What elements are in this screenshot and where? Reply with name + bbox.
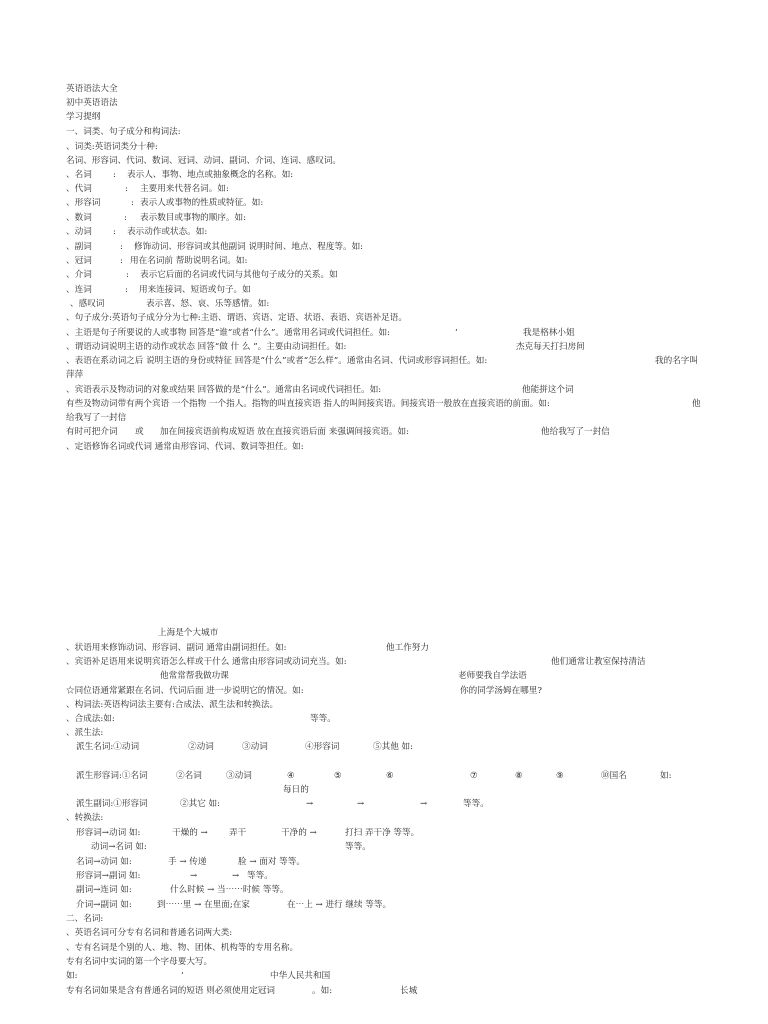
derived-adv-tail: 等等。 xyxy=(463,799,489,809)
noun-to-verb-b: 脸 → 面对 等等。 xyxy=(238,857,305,867)
numeral-colon: : xyxy=(124,213,127,223)
double-object-desc: 有些及物动词带有两个宾语 一个指物 一个指人。指物的叫直接宾语 指人的叫间接宾语。间接宾语一般放在直接宾语的前面。如: xyxy=(66,399,550,409)
example-prc: 中华人民共和国 xyxy=(270,971,331,981)
verb-colon: : xyxy=(113,227,116,237)
subject-desc: 、主语是句子所要说的人或事物 回答是“谁”或者“什么”。通常用名词或代词担任。如: xyxy=(66,328,390,338)
arrow: → xyxy=(420,799,428,809)
verb-term: 、动词 xyxy=(66,227,92,237)
derived-adj-item: 如: xyxy=(660,771,672,781)
noun-to-verb-a: 手 → 传递 xyxy=(168,857,207,867)
derived-adj-item: ⑨ xyxy=(556,771,564,781)
verb-desc: 表示动作或状态。如: xyxy=(127,227,208,237)
complement-example-c: 老师要我自学法语 xyxy=(458,671,527,681)
interjection-term: 、感叹词 xyxy=(70,299,105,309)
preposition-colon: : xyxy=(126,270,129,280)
word-classes-intro: 、词类:英语词类分十种: xyxy=(66,142,158,152)
derived-adj-item: ⑧ xyxy=(515,771,523,781)
derived-noun-item: ③动词 xyxy=(242,742,268,752)
adv-to-conj-label: 副词→连词 如: xyxy=(76,885,132,895)
predicative-example-a: 我的名字叫 xyxy=(655,356,698,366)
derived-adj-item: ②名词 xyxy=(176,771,202,781)
conjunction-desc: 用来连接词、短语或句子。如 xyxy=(139,285,251,295)
to-phrase-example: 他给我写了一封信 xyxy=(541,427,610,437)
verb-to-noun-label: 动词→名词 如: xyxy=(91,842,147,852)
to-phrase-b: 或 xyxy=(135,427,144,437)
object-example: 他能拼这个词 xyxy=(522,385,574,395)
article-colon: : xyxy=(120,256,123,266)
arrow: → xyxy=(306,799,314,809)
prep-to-adv-label: 介词→副词 如: xyxy=(76,900,132,910)
adjective-term: 、形容词 xyxy=(66,198,101,208)
predicate-example: 杰克每天打扫房间 xyxy=(516,342,585,352)
numeral-term: 、数词 xyxy=(66,213,92,223)
word-classes-list: 名词、形容词、代词、数词、冠词、动词、副词、介词、连词、感叹词。 xyxy=(66,156,342,166)
subject-example: 我是格林小姐 xyxy=(523,328,575,338)
document-title: 英语语法大全 xyxy=(66,84,118,94)
noun-types: 、英语名词可分专有名词和普通名词两大类: xyxy=(66,928,233,938)
interjection-desc: 表示喜、怒、哀、乐等感情。如: xyxy=(146,299,270,309)
complement-example-b: 他常常帮我做功课 xyxy=(160,671,229,681)
example-quote: ’ xyxy=(181,971,184,981)
preposition-term: 、介词 xyxy=(66,270,92,280)
proper-noun-def: 、专有名词是个别的人、地、物、团体、机构等的专用名称。 xyxy=(66,943,299,953)
adjective-desc: 表示人或事物的性质或特征。如: xyxy=(140,198,264,208)
complement-desc: 、宾语补足语用来说明宾语怎么样或干什么 通常由形容词或动词充当。如: xyxy=(66,657,347,667)
conjunction-colon: : xyxy=(125,285,128,295)
capital-rule: 专有名词中实词的第一个字母要大写。 xyxy=(66,957,213,967)
to-phrase-a: 有时可把介词 xyxy=(66,427,118,437)
derived-adv-label: 派生副词:①形容词 xyxy=(76,799,148,809)
derived-noun-item: ②动词 xyxy=(188,742,214,752)
outline-label: 学习提纲 xyxy=(66,112,101,122)
derivation-heading: 、派生法: xyxy=(66,728,104,738)
conversion-heading: 、转换法: xyxy=(66,813,104,823)
derived-adj-item: ⑩国名 xyxy=(601,771,627,781)
section1-heading: 一、词类、句子成分和构词法: xyxy=(66,127,181,137)
pronoun-desc: 主要用来代替名词。如: xyxy=(140,184,229,194)
word-formation-intro: 、构词法:英语构词法主要有:合成法、派生法和转换法。 xyxy=(66,700,279,710)
preposition-desc: 表示它后面的名词或代词与其他句子成分的关系。如 xyxy=(140,270,338,280)
prep-to-adv-a: 到⋯⋯里 → 在里面;在家 xyxy=(157,900,250,910)
noun-to-verb-label: 名词→动词 如: xyxy=(76,857,132,867)
article-term: 、冠词 xyxy=(66,256,92,266)
article-example: 长城 xyxy=(400,986,418,996)
derived-noun-label: 派生名词:①动词 xyxy=(76,742,140,752)
adj-to-adv-tail: 等等。 xyxy=(247,871,273,881)
derived-noun-item: ⑤其他 如: xyxy=(373,742,414,752)
verb-to-noun-tail: 等等。 xyxy=(345,842,371,852)
adverbial-desc: 、状语用来修饰动词、形容词、副词 通常由副词担任。如: xyxy=(66,643,287,653)
derived-noun-item: ④形容词 xyxy=(305,742,340,752)
derived-adv-item: ②其它 如: xyxy=(180,799,221,809)
predicate-desc: 、谓语动词说明主语的动作或状态 回答“做 什 么 ”。主要由动词担任。如: xyxy=(66,342,347,352)
attribute-desc: 、定语修饰名词或代词 通常由形容词、代词、数词等担任。如: xyxy=(66,442,304,452)
derived-adj-item: ⑤ xyxy=(334,771,342,781)
adverb-term: 、副词 xyxy=(66,242,92,252)
document-subtitle: 初中英语语法 xyxy=(66,98,118,108)
article-rule-b: 。如: xyxy=(312,986,333,996)
predicative-example-b: 萍萍 xyxy=(66,370,84,380)
arrow: → xyxy=(190,871,198,881)
compounding-desc: 、合成法:如: xyxy=(66,714,115,724)
sentence-components-intro: 、句子成分:英语句子成分分为七种:主语、谓语、宾语、定语、状语、表语、宾语补足语。 xyxy=(66,313,407,323)
arrow: → xyxy=(232,871,240,881)
adj-to-verb-b: 弄干 xyxy=(229,828,247,838)
article-rule: 专有名词如果是含有普通名词的短语 则必须使用定冠词 xyxy=(66,986,275,996)
conjunction-term: 、连词 xyxy=(66,285,92,295)
numeral-desc: 表示数目或事物的顺序。如: xyxy=(140,213,247,223)
to-phrase-c: 加在间接宾语前构成短语 放在直接宾语后面 来强调间接宾语。如: xyxy=(160,427,409,437)
adverb-colon: : xyxy=(120,242,123,252)
appositive-example: 你的同学汤姆在哪里? xyxy=(460,686,542,696)
example-label: 如: xyxy=(66,971,78,981)
derived-adj-item: ③动词 xyxy=(226,771,252,781)
double-object-example: 给我写了一封信 xyxy=(66,413,127,423)
pronoun-term: 、代词 xyxy=(66,184,92,194)
compounding-tail: 等等。 xyxy=(310,714,336,724)
derived-adj-note: 每日的 xyxy=(283,785,309,795)
pronoun-colon: : xyxy=(125,184,128,194)
adverb-desc: 修饰动词、形容词或其他副词 说明时间、地点、程度等。如: xyxy=(134,242,364,252)
adjective-colon: : xyxy=(131,198,134,208)
article-desc: 用在名词前 帮助说明名词。如: xyxy=(130,256,248,266)
derived-adj-item: ④ xyxy=(287,771,295,781)
adj-to-verb-d: 打扫 弄干净 等等。 xyxy=(345,828,420,838)
derived-adj-item: ⑦ xyxy=(470,771,478,781)
prep-to-adv-b: 在⋯上 → 进行 继续 等等。 xyxy=(287,900,392,910)
section2-heading: 二、名词: xyxy=(66,914,104,924)
double-object-tail: 他 xyxy=(692,399,701,409)
noun-desc: 表示人、事物、地点或抽象概念的名称。如: xyxy=(127,170,294,180)
subject-quote: ’ xyxy=(455,328,458,338)
adj-to-verb-c: 干净的 → xyxy=(281,828,317,838)
derived-adj-item: ⑥ xyxy=(386,771,394,781)
attribute-example: 上海是个大城市 xyxy=(158,628,219,638)
adverbial-example: 他工作努力 xyxy=(386,643,429,653)
appositive-desc: ☆同位语通常紧跟在名词、代词后面 进一步说明它的情况。如: xyxy=(66,686,304,696)
predicative-desc: 、表语在系动词之后 说明主语的身份或特征 回答是“什么”或者“怎么样”。通常由名词、代词或形容词担任。如: xyxy=(66,356,488,366)
derived-adj-label: 派生形容词:①名词 xyxy=(76,771,148,781)
complement-example-a: 他们通常让教室保持清洁 xyxy=(551,657,646,667)
arrow: → xyxy=(357,799,365,809)
adj-to-adv-label: 形容词→副词 如: xyxy=(76,871,141,881)
adj-to-verb-label: 形容词→动词 如: xyxy=(76,828,141,838)
adj-to-verb-a: 干燥的 → xyxy=(172,828,208,838)
noun-colon: : xyxy=(113,170,116,180)
noun-term: 、名词 xyxy=(66,170,92,180)
object-desc: 、宾语表示及物动词的对象或结果 回答做的是“什么”。通常由名词或代词担任。如: xyxy=(66,385,382,395)
adv-to-conj-example: 什么时候 → 当⋯⋯时候 等等。 xyxy=(170,885,289,895)
